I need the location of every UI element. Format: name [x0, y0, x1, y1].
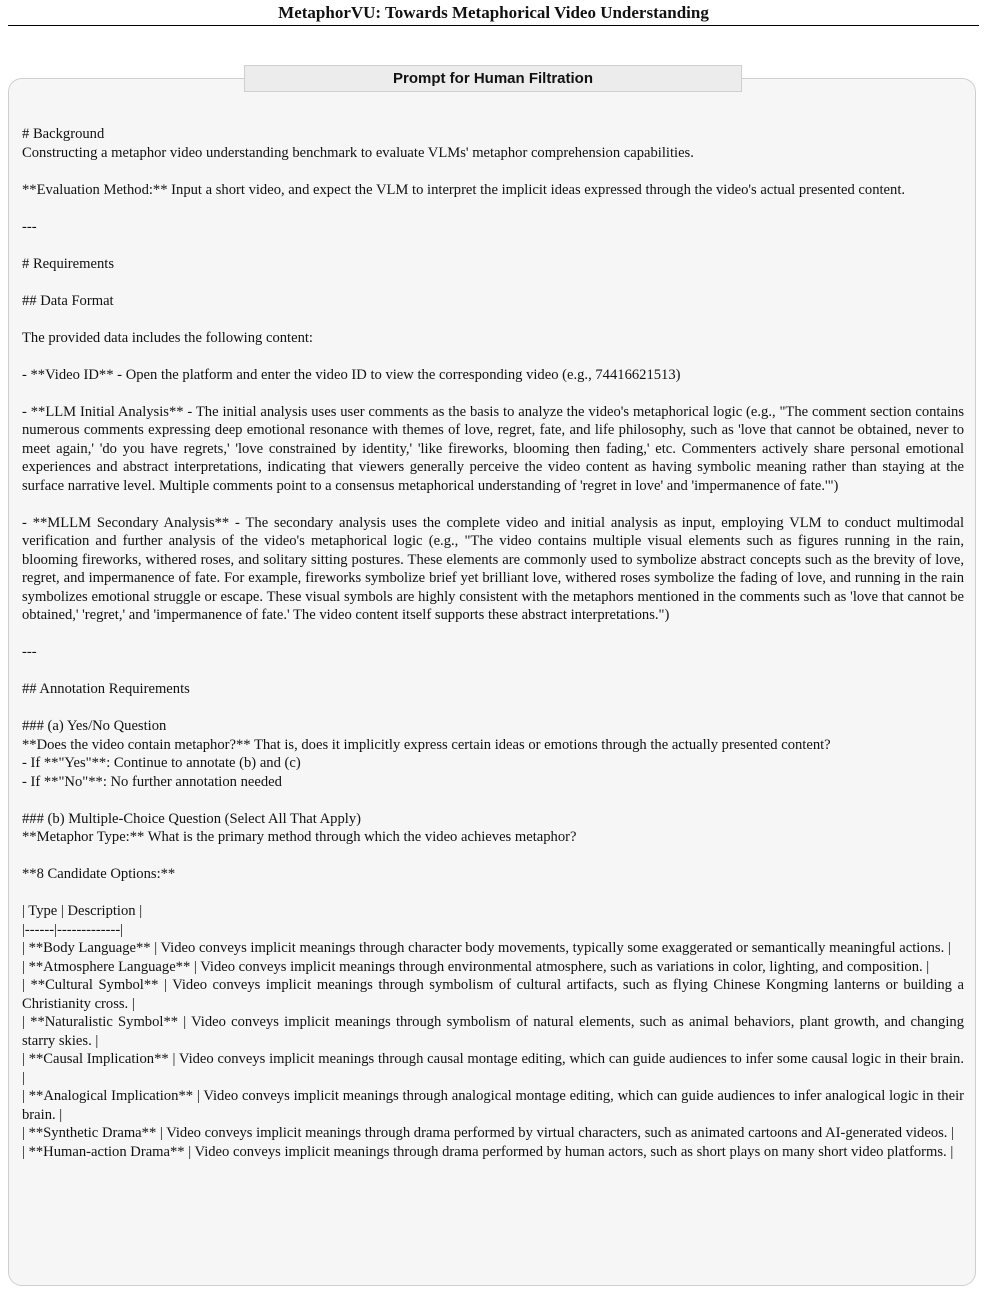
- running-header-title: MetaphorVU: Towards Metaphorical Video Understanding: [278, 3, 709, 22]
- prompt-line: ### (b) Multiple-Choice Question (Select All That Apply): [22, 810, 361, 827]
- prompt-line: ## Data Format: [22, 292, 114, 309]
- prompt-line: Constructing a metaphor video understanding benchmark to evaluate VLMs' metaphor comprehension capabilities.: [22, 144, 694, 161]
- block-spacer: [22, 236, 964, 255]
- prompt-box-title: Prompt for Human Filtration: [244, 65, 742, 92]
- prompt-line: The provided data includes the following content:: [22, 329, 313, 346]
- block-spacer: [22, 625, 964, 644]
- block-spacer: [22, 847, 964, 866]
- prompt-line: | **Synthetic Drama** | Video conveys implicit meanings through drama performed by virtual characters, such as animated cartoons and AI-generated videos. |: [22, 1125, 955, 1141]
- block-spacer: [22, 199, 964, 218]
- block-spacer: [22, 495, 964, 514]
- prompt-line: ## Annotation Requirements: [22, 681, 190, 697]
- block-spacer: [22, 699, 964, 718]
- prompt-line: ---: [22, 218, 37, 235]
- block-spacer: [22, 884, 964, 903]
- prompt-line: | **Body Language** | Video conveys implicit meanings through character body movements, typically some exaggerated or semantically meaningful actions. |: [22, 940, 951, 956]
- prompt-line: - If **"No"**: No further annotation needed: [22, 773, 282, 790]
- prompt-line: | **Human-action Drama** | Video conveys implicit meanings through drama performed by human actors, such as short plays on many short video platforms. |: [22, 1143, 954, 1160]
- block-spacer: [22, 791, 964, 810]
- prompt-line: ### (a) Yes/No Question: [22, 718, 167, 734]
- prompt-line: # Background: [22, 126, 105, 142]
- prompt-line: | Type | Description |: [22, 903, 143, 919]
- block-spacer: [22, 662, 964, 681]
- prompt-line: | **Naturalistic Symbol** | Video conveys implicit meanings through symbolism of natural elements, such as animal behaviors, plant growth, and changing starry skies. |: [22, 1014, 964, 1049]
- prompt-line: **Metaphor Type:** What is the primary method through which the video achieves metaphor?: [22, 829, 577, 845]
- block-spacer: [22, 273, 964, 292]
- prompt-content: [22, 125, 964, 1161]
- prompt-line: - **LLM Initial Analysis** - The initial analysis uses user comments as the basis to analyze the video's metaphorical logic (e.g., "The comment section contains numerous comments expressing deep emotional resonance with themes of love, regret, fate, and life philosophy, such as 'love that cannot be obtained, never to meet again,' 'do you have regrets,' 'love constrained by identity,' 'like fireworks, blooming then fading,' etc. Commenters actively share personal emotional experiences and abstract interpretations, indicating that viewers generally perceive the video content as having symbolic meaning rather than staying at the surface narrative level. Multiple comments point to a consensus metaphorical understanding of 'regret in love' and 'impermanence of fate.'"): [22, 403, 964, 494]
- prompt-line: - **Video ID** - Open the platform and enter the video ID to view the corresponding video (e.g., 74416621513): [22, 366, 681, 383]
- prompt-line: - If **"Yes"**: Continue to annotate (b) and (c): [22, 755, 301, 771]
- prompt-line: - **MLLM Secondary Analysis** - The secondary analysis uses the complete video and initial analysis as input, employing VLM to conduct multimodal verification and further analysis of the video's metaphorical logic (e.g., "The video contains multiple visual elements such as figures running in the rain, blooming fireworks, withered roses, and solitary sitting postures. These elements are commonly used to symbolize abstract concepts such as the brevity of love, regret, and impermanence of fate. For example, fireworks symbolize brief yet brilliant love, withered roses symbolize the fading of love, and running in the rain symbolizes emotional struggle or escape. These visual symbols are highly consistent with the metaphors mentioned in the comments such as 'love that cannot be obtained,' 'regret,' and 'impermanence of fate.' The video content itself supports these abstract interpretations."): [22, 514, 964, 623]
- prompt-line: | **Analogical Implication** | Video conveys implicit meanings through analogical montage editing, which can guide audiences to infer analogical logic in their brain. |: [22, 1088, 964, 1123]
- prompt-line: | **Cultural Symbol** | Video conveys implicit meanings through symbolism of cultural artifacts, such as flying Chinese Kongming lanterns or building a Christianity cross. |: [22, 977, 964, 1012]
- header-rule: [8, 25, 979, 26]
- block-spacer: [22, 384, 964, 403]
- prompt-line: **8 Candidate Options:**: [22, 866, 176, 882]
- prompt-line: **Does the video contain metaphor?** That is, does it implicitly express certain ideas or emotions through the actually presented content?: [22, 736, 831, 753]
- prompt-line: | **Atmosphere Language** | Video conveys implicit meanings through environmental atmosphere, such as variations in color, lighting, and composition. |: [22, 958, 930, 975]
- prompt-line: # Requirements: [22, 255, 115, 272]
- prompt-line: ---: [22, 644, 37, 660]
- prompt-line: | **Causal Implication** | Video conveys implicit meanings through causal montage editing, which can guide audiences to infer some causal logic in their brain. |: [22, 1051, 964, 1086]
- prompt-line: **Evaluation Method:** Input a short video, and expect the VLM to interpret the implicit ideas expressed through the video's actual presented content.: [22, 181, 906, 198]
- block-spacer: [22, 310, 964, 329]
- block-spacer: [22, 162, 964, 181]
- block-spacer: [22, 347, 964, 366]
- prompt-line: |------|-------------|: [22, 921, 124, 938]
